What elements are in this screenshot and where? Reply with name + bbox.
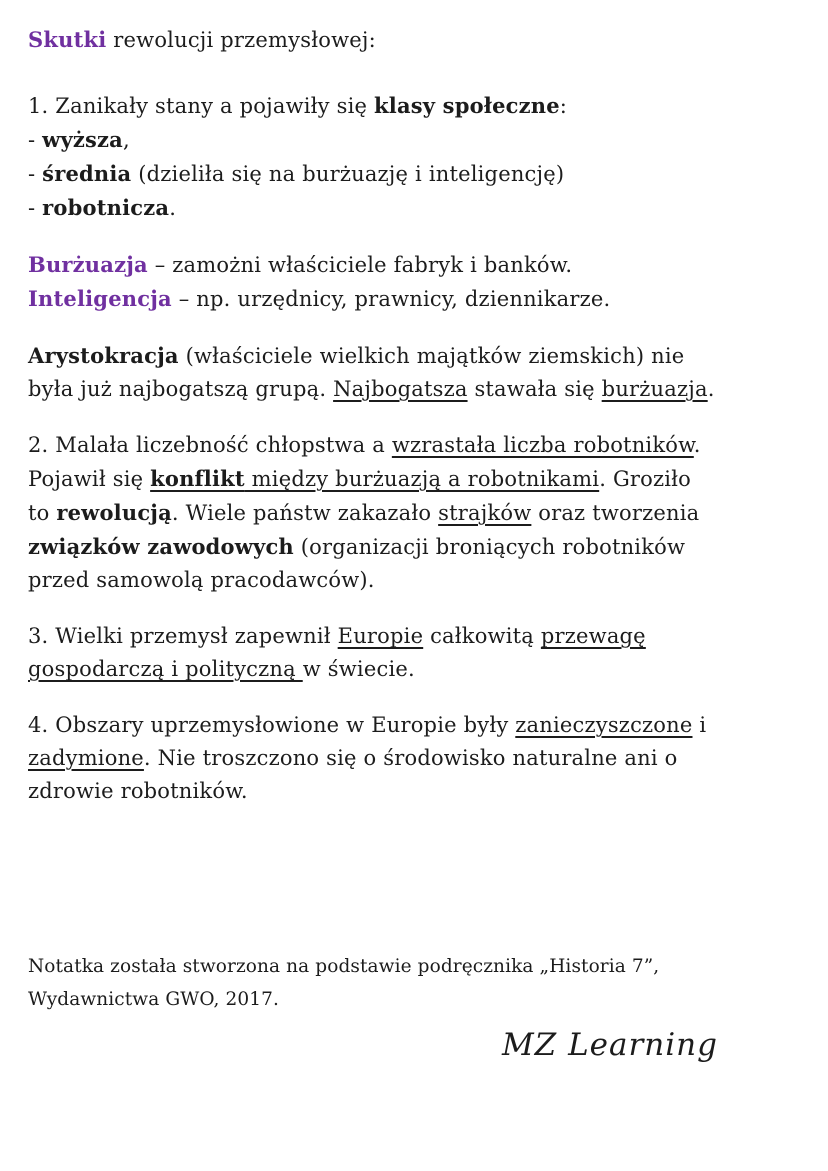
text-run: przed samowolą pracodawców).: [28, 568, 375, 592]
text-line: [28, 23, 802, 57]
text-run: -: [28, 196, 43, 220]
text-line: [28, 1023, 718, 1067]
text-run: oraz tworzenia: [531, 501, 700, 525]
text-run: między burżuazją a robotnikami: [244, 467, 600, 491]
source-note: [28, 950, 802, 1016]
text-run: (dzieliła się na burżuazję i inteligencję): [131, 162, 565, 186]
text-run: . Wiele państw zakazało: [171, 501, 439, 525]
text-run: w świecie.: [302, 657, 415, 681]
definitions-bourgeoisie-intelligentsia: [28, 248, 802, 316]
text-run: związków zawodowych: [28, 534, 294, 559]
text-run: Arystokracja: [28, 343, 179, 368]
text-run: to: [28, 501, 57, 525]
text-line: [28, 123, 802, 157]
text-run: (organizacji broniących robotników: [293, 535, 686, 559]
text-line: [28, 157, 802, 191]
text-run: . Nie troszczono się o środowisko naturalne ani o: [143, 746, 678, 770]
point-2-peasants-workers: [28, 429, 802, 597]
point-4-pollution: [28, 709, 802, 808]
text-line: [28, 564, 802, 597]
text-run: zanieczyszczone: [515, 713, 693, 737]
text-line: [28, 530, 802, 564]
text-run: strajków: [438, 501, 532, 525]
text-run: 1. Zanikały stany a pojawiły się: [28, 94, 375, 118]
text-line: [28, 339, 802, 373]
text-line: [28, 620, 802, 653]
text-run: klasy społeczne: [374, 93, 560, 118]
text-run: -: [28, 162, 43, 186]
text-run: :: [559, 94, 568, 118]
text-run: (właściciele wielkich majątków ziemskich) nie: [178, 344, 685, 368]
text-run: Wydawnictwa GWO, 2017.: [28, 989, 279, 1010]
text-run: 2. Malała liczebność chłopstwa a: [28, 433, 392, 457]
text-run: rewolucji przemysłowej:: [106, 28, 376, 52]
text-run: burżuazja: [601, 377, 708, 401]
text-line: [28, 429, 802, 462]
aristocracy-note: [28, 339, 802, 406]
text-run: Najbogatsza: [333, 377, 468, 401]
text-run: 3. Wielki przemysł zapewnił: [28, 624, 338, 648]
text-run: stawała się: [467, 377, 602, 401]
text-run: – np. urzędnicy, prawnicy, dziennikarze.: [171, 287, 611, 311]
keyword-purple: Inteligencja: [28, 286, 172, 311]
keyword-purple: Skutki: [28, 27, 107, 52]
text-line: [28, 191, 802, 225]
text-run: była już najbogatszą grupą.: [28, 377, 334, 401]
text-run: 4. Obszary uprzemysłowione w Europie były: [28, 713, 516, 737]
text-run: Pojawił się: [28, 467, 151, 491]
text-run: wzrastała liczba robotników: [391, 433, 694, 457]
point-3-european-advantage: [28, 620, 802, 686]
text-run: zdrowie robotników.: [28, 779, 248, 803]
keyword-purple: Burżuazja: [28, 252, 148, 277]
text-run: .: [169, 196, 177, 220]
text-run: konflikt: [150, 466, 245, 491]
title: [28, 23, 802, 57]
text-line: [28, 950, 802, 983]
text-run: robotnicza: [42, 195, 170, 220]
text-line: [28, 983, 802, 1016]
text-run: .: [693, 433, 701, 457]
text-run: rewolucją: [56, 500, 172, 525]
text-line: [28, 709, 802, 742]
text-run: całkowitą: [423, 624, 541, 648]
text-line: [28, 89, 802, 123]
text-line: [28, 775, 802, 808]
text-run: zadymione: [28, 746, 144, 770]
text-line: [28, 742, 802, 775]
text-run: MZ Learning: [501, 1027, 718, 1063]
text-line: [28, 496, 802, 530]
text-run: -: [28, 128, 43, 152]
point-1-social-classes: [28, 89, 802, 225]
text-run: Notatka została stworzona na podstawie podręcznika „Historia 7”,: [28, 956, 660, 977]
text-run: średnia: [42, 161, 132, 186]
text-run: Europie: [337, 624, 424, 648]
text-line: [28, 248, 802, 282]
text-run: . Groziło: [599, 467, 692, 491]
text-run: – zamożni właściciele fabryk i banków.: [147, 253, 573, 277]
text-line: [28, 653, 802, 686]
text-line: [28, 373, 802, 406]
text-run: gospodarczą i polityczną: [28, 657, 303, 681]
text-run: wyższa: [42, 127, 123, 152]
text-run: .: [707, 377, 715, 401]
text-run: ,: [122, 128, 130, 152]
text-line: [28, 462, 802, 496]
document-body: [28, 23, 802, 1090]
text-run: przewagę: [540, 624, 646, 648]
text-line: [28, 282, 802, 316]
text-run: i: [692, 713, 707, 737]
signature: [28, 1023, 802, 1067]
